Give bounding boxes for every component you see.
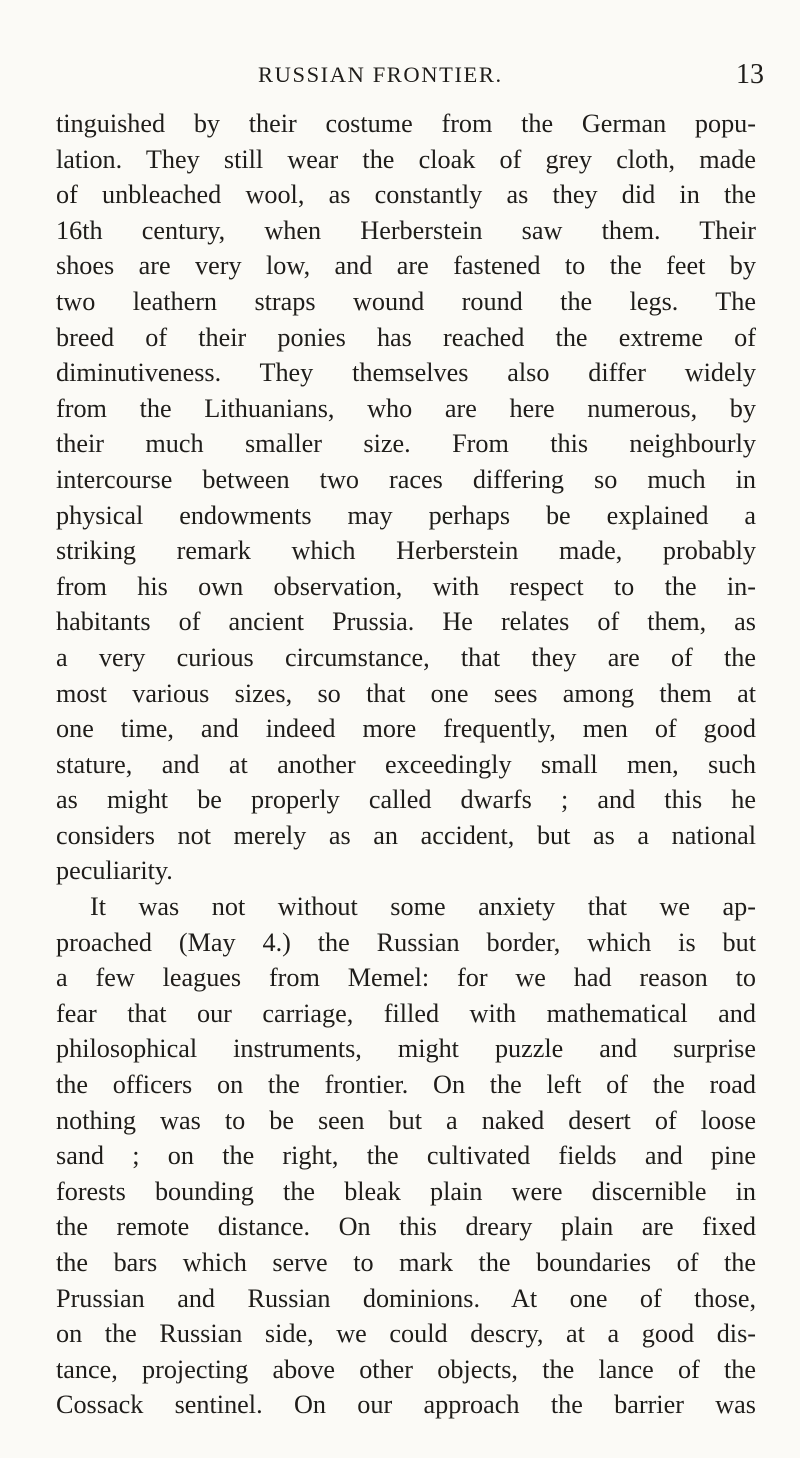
paragraph-end-line: peculiarity.: [56, 856, 173, 886]
text-line: philosophical instruments, might puzzle and surprise: [56, 1034, 756, 1064]
text-line: their much smaller size. From this neighbourly: [56, 429, 756, 459]
paragraph-first-line: It was not without some anxiety that we ap-: [90, 892, 756, 922]
text-line: on the Russian side, we could descry, at a good dis-: [56, 1319, 756, 1349]
page-number: 13: [736, 59, 764, 90]
text-line: a few leagues from Memel: for we had reason to: [56, 963, 756, 993]
text-line: the officers on the frontier. On the left of the road: [56, 1070, 756, 1100]
text-line: most various sizes, so that one sees among them at: [56, 678, 756, 708]
text-line: from his own observation, with respect to the in-: [56, 571, 756, 601]
text-line: considers not merely as an accident, but as a national: [56, 820, 756, 850]
text-line: 16th century, when Herberstein saw them. Their: [56, 215, 756, 245]
text-line: tance, projecting above other objects, the lance of the: [56, 1354, 756, 1384]
text-line: Prussian and Russian dominions. At one of those,: [56, 1283, 756, 1313]
text-line: intercourse between two races differing so much in: [56, 464, 756, 494]
text-line: forests bounding the bleak plain were discernible in: [56, 1176, 756, 1206]
text-line: breed of their ponies has reached the extreme of: [56, 322, 756, 352]
body-text: [56, 106, 756, 1423]
text-line: shoes are very low, and are fastened to the feet by: [56, 251, 756, 281]
text-line: stature, and at another exceedingly small men, such: [56, 749, 756, 779]
running-header: [0, 58, 800, 92]
text-line: Cossack sentinel. On our approach the barrier was: [56, 1390, 756, 1420]
text-line: sand ; on the right, the cultivated fields and pine: [56, 1141, 756, 1171]
text-line: habitants of ancient Prussia. He relates of them, as: [56, 607, 756, 637]
text-line: proached (May 4.) the Russian border, which is but: [56, 927, 756, 957]
text-line: diminutiveness. They themselves also differ widely: [56, 358, 756, 388]
text-line: as might be properly called dwarfs ; and this he: [56, 785, 756, 815]
text-line: from the Lithuanians, who are here numerous, by: [56, 393, 756, 423]
text-line: the remote distance. On this dreary plain are fixed: [56, 1212, 756, 1242]
text-line: physical endowments may perhaps be explained a: [56, 500, 756, 530]
text-line: the bars which serve to mark the boundaries of the: [56, 1248, 756, 1277]
text-line: a very curious circumstance, that they are of the: [56, 642, 756, 672]
text-line: striking remark which Herberstein made, probably: [56, 536, 756, 566]
text-line: fear that our carriage, filled with mathematical and: [56, 998, 756, 1028]
text-line: tinguished by their costume from the German popu-: [56, 109, 756, 138]
text-line: of unbleached wool, as constantly as they did in the: [56, 180, 756, 210]
text-line: lation. They still wear the cloak of grey cloth, made: [56, 144, 756, 174]
text-line: one time, and indeed more frequently, men of good: [56, 714, 756, 744]
running-title: RUSSIAN FRONTIER.: [258, 62, 503, 87]
text-line: two leathern straps wound round the legs. The: [56, 286, 756, 316]
text-line: nothing was to be seen but a naked desert of loose: [56, 1105, 756, 1135]
